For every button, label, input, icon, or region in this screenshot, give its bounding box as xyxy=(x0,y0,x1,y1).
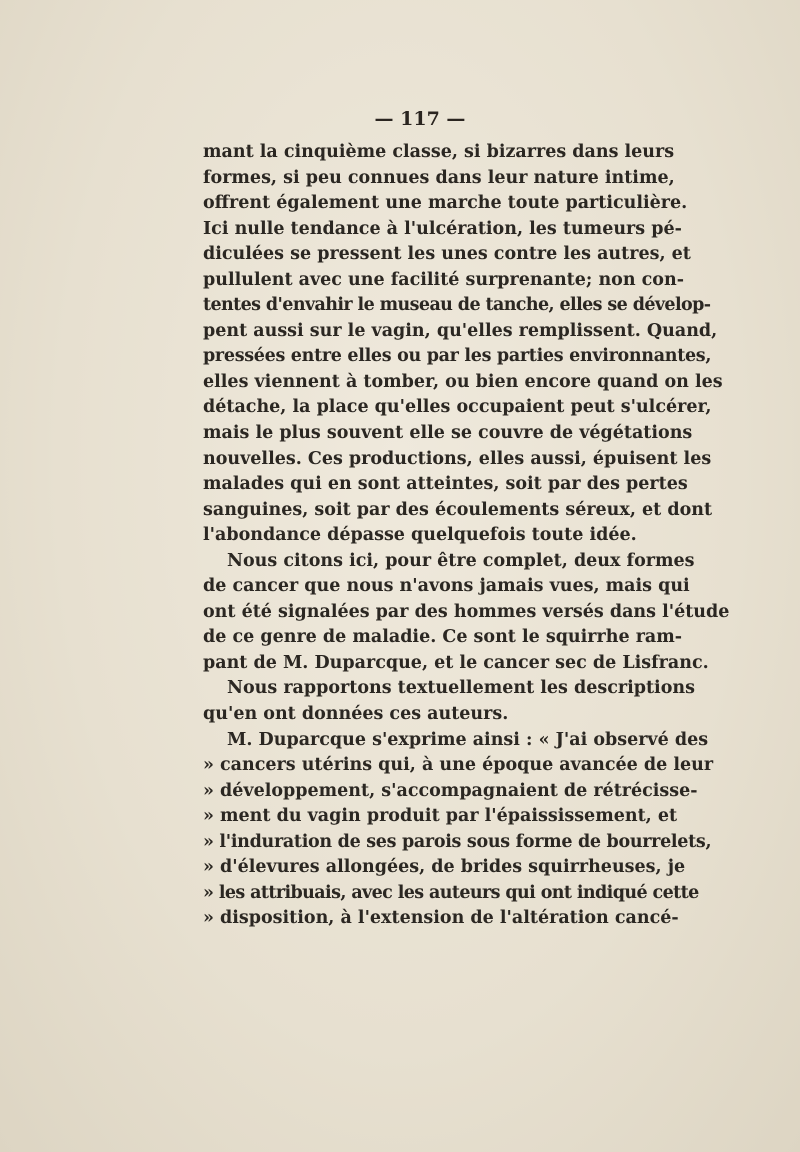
text-line: pressées entre elles ou par les parties environnantes, xyxy=(203,346,712,367)
text-line: sanguines, soit par des écoulements séreux, et dont xyxy=(203,499,713,520)
text-line: Nous citons ici, pour être complet, deux formes xyxy=(227,550,695,571)
text-line: malades qui en sont atteintes, soit par des pertes xyxy=(203,474,688,495)
text-line: qu'en ont données ces auteurs. xyxy=(203,704,509,725)
text-line: elles viennent à tomber, ou bien encore quand on les xyxy=(203,371,723,392)
text-line: tentes d'envahir le museau de tanche, elles se dévelop- xyxy=(203,295,711,316)
text-line: mais le plus souvent elle se couvre de végétations xyxy=(203,423,693,444)
text-line: » ment du vagin produit par l'épaississement, et xyxy=(203,806,678,827)
text-line: pullulent avec une facilité surprenante; non con- xyxy=(203,269,684,290)
text-line: de cancer que nous n'avons jamais vues, mais qui xyxy=(203,576,690,597)
text-line: ont été signalées par des hommes versés dans l'étude xyxy=(203,601,730,622)
text-line: pant de M. Duparcque, et le cancer sec de Lisfranc. xyxy=(203,652,709,673)
text-line: détache, la place qu'elles occupaient peut s'ulcérer, xyxy=(203,397,712,418)
body-text xyxy=(203,140,730,932)
text-line: diculées se pressent les unes contre les autres, et xyxy=(203,244,691,265)
text-line: » cancers utérins qui, à une époque avancée de leur xyxy=(203,755,714,776)
page-number: — 117 — xyxy=(374,108,466,130)
text-line: » développement, s'accompagnaient de rétrécisse- xyxy=(203,780,698,801)
text-line: » d'élevures allongées, de brides squirrheuses, je xyxy=(203,857,686,878)
text-line: l'abondance dépasse quelquefois toute idée. xyxy=(203,525,637,546)
text-line: » l'induration de ses parois sous forme de bourrelets, xyxy=(203,831,712,852)
text-line: offrent également une marche toute particulière. xyxy=(203,193,688,214)
text-line: de ce genre de maladie. Ce sont le squirrhe ram- xyxy=(203,627,683,648)
text-line: mant la cinquième classe, si bizarres dans leurs xyxy=(203,142,675,162)
text-line: Nous rapportons textuellement les descriptions xyxy=(227,678,695,699)
text-line: pent aussi sur le vagin, qu'elles remplissent. Quand, xyxy=(203,320,718,341)
text-line: formes, si peu connues dans leur nature intime, xyxy=(203,167,675,188)
text-line: M. Duparcque s'exprime ainsi : « J'ai observé des xyxy=(227,729,709,750)
text-line: » disposition, à l'extension de l'altération cancé- xyxy=(203,908,679,929)
text-line: » les attribuais, avec les auteurs qui ont indiqué cette xyxy=(203,882,699,903)
text-line: Ici nulle tendance à l'ulcération, les tumeurs pé- xyxy=(203,218,682,239)
text-line: nouvelles. Ces productions, elles aussi, épuisent les xyxy=(203,448,712,469)
